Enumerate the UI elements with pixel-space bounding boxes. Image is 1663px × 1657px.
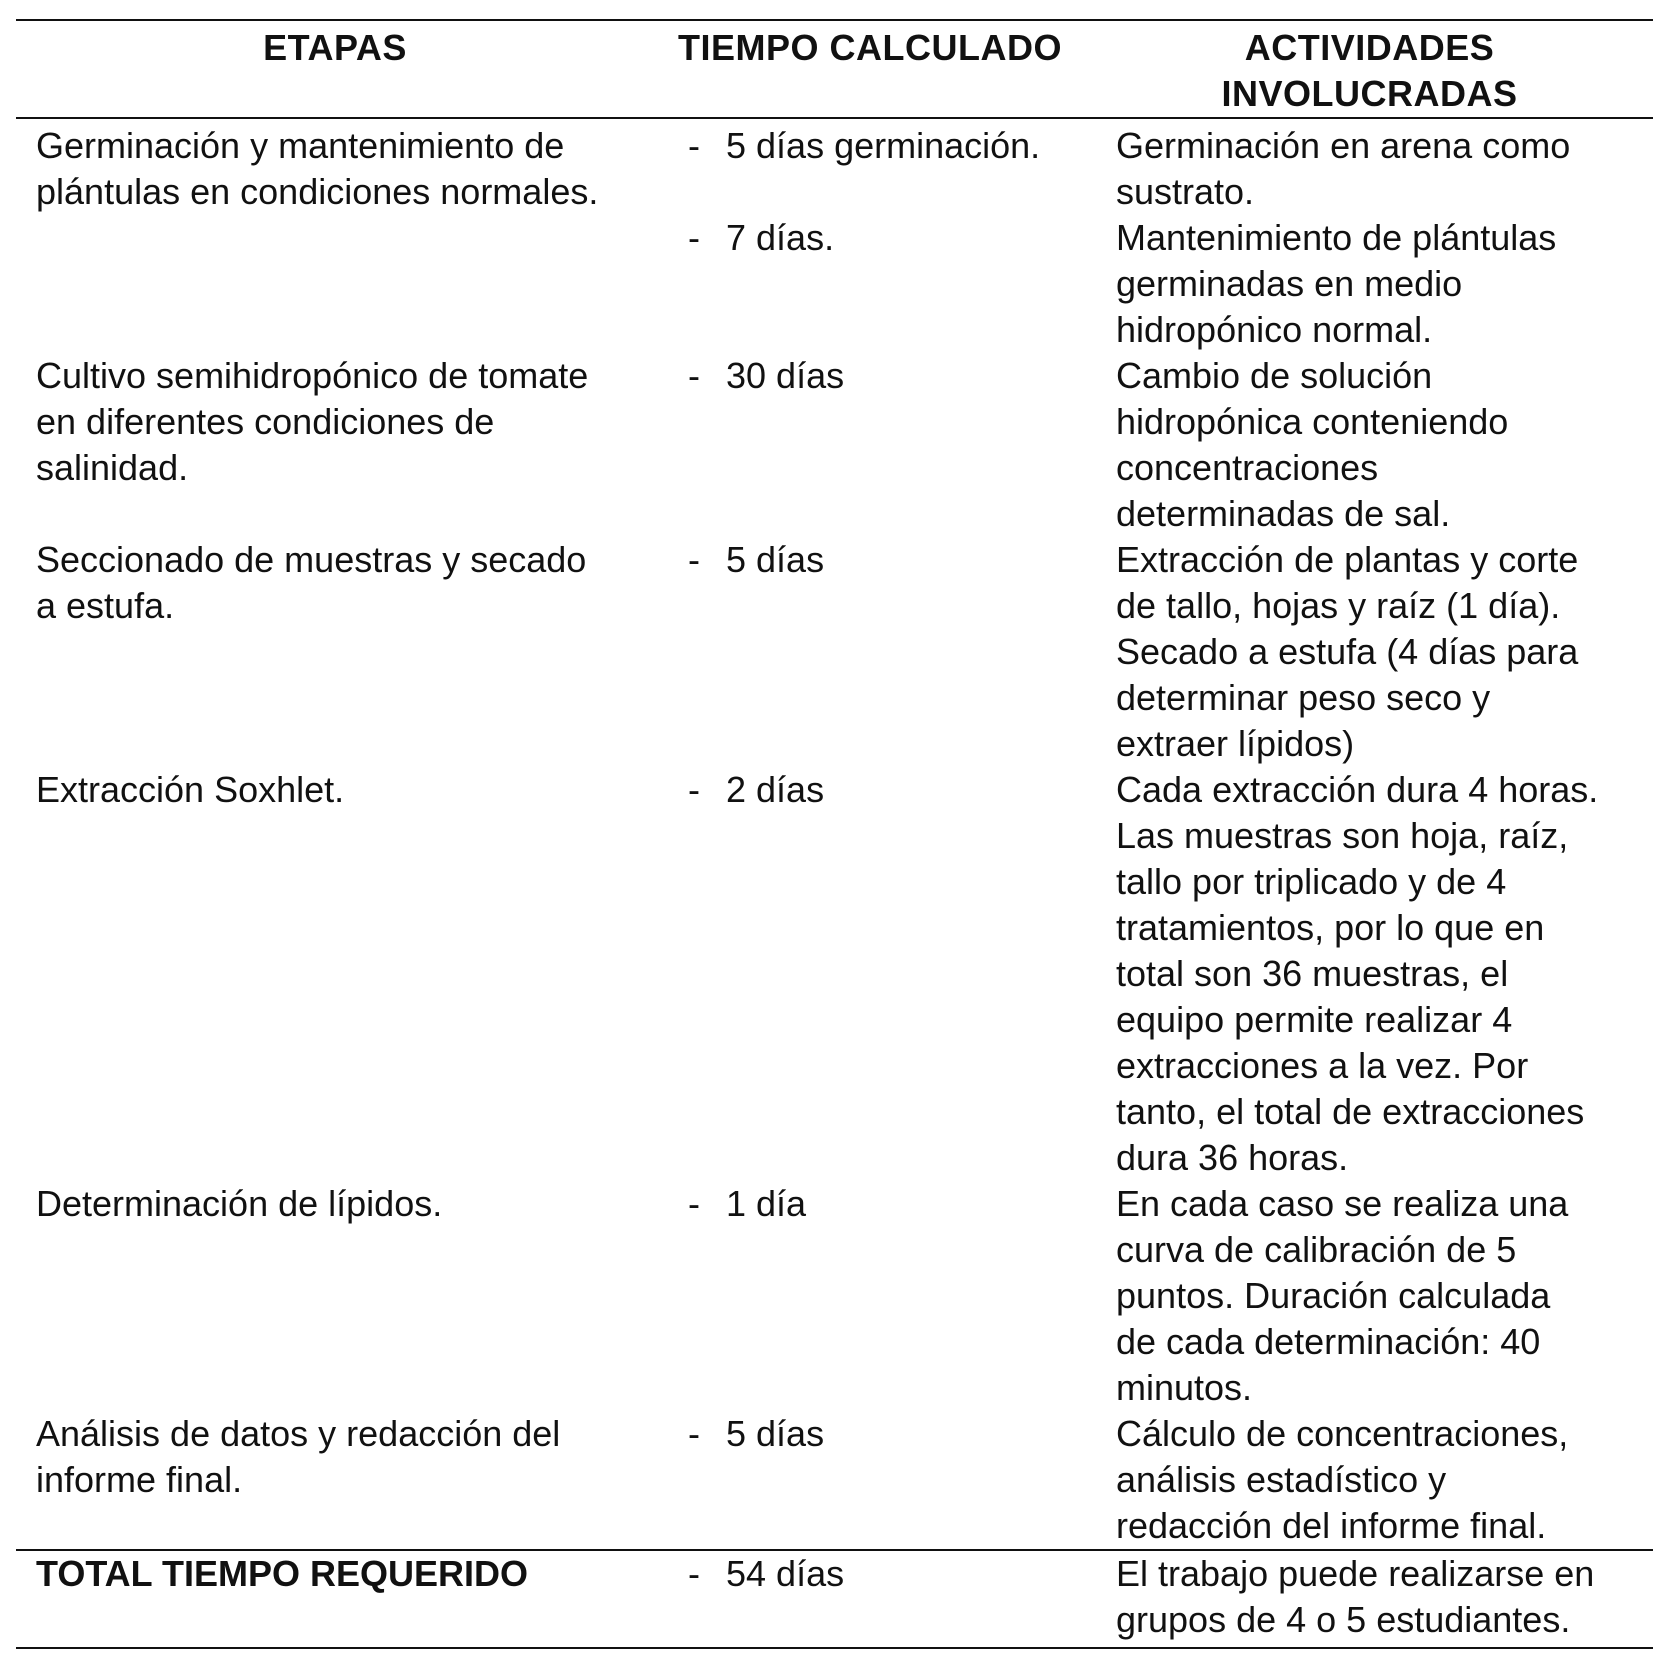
header-row <box>16 20 1653 118</box>
actividad-line: sustrato. <box>1116 171 1255 212</box>
actividades-cell <box>1086 767 1653 1181</box>
dash-bullet: - <box>688 769 700 810</box>
dash-bullet: - <box>688 539 700 580</box>
total-tiempo-cell <box>654 1550 1086 1648</box>
etapa-line: Germinación y mantenimiento de <box>36 125 565 166</box>
tiempo-cell <box>654 353 1086 537</box>
tiempo-value: 5 días <box>726 539 825 580</box>
etapa-line: Cultivo semihidropónico de tomate <box>36 355 589 396</box>
actividad-line: hidropónica conteniendo <box>1116 401 1509 442</box>
actividad-line: hidropónico normal. <box>1116 309 1433 350</box>
actividad-line: extraer lípidos) <box>1116 723 1355 764</box>
actividad-line: tanto, el total de extracciones <box>1116 1091 1585 1132</box>
total-actividad-line: grupos de 4 o 5 estudiantes. <box>1116 1599 1571 1640</box>
etapa-line: informe final. <box>36 1459 243 1500</box>
etapa-line: a estufa. <box>36 585 175 626</box>
etapa-line: Análisis de datos y redacción del <box>36 1413 561 1454</box>
actividad-line: dura 36 horas. <box>1116 1137 1349 1178</box>
actividad-line: Cambio de solución <box>1116 355 1433 396</box>
header-etapas <box>16 20 654 118</box>
tiempo-cell <box>654 1181 1086 1411</box>
actividades-cell <box>1086 1181 1653 1411</box>
etapa-cell <box>16 118 654 353</box>
etapa-cell <box>16 353 654 537</box>
dash-bullet: - <box>688 125 700 166</box>
etapa-line: salinidad. <box>36 447 189 488</box>
actividades-cell <box>1086 118 1653 353</box>
total-label-cell <box>16 1550 654 1648</box>
table-row <box>16 1411 1653 1550</box>
etapa-cell <box>16 767 654 1181</box>
actividad-line: Secado a estufa (4 días para <box>1116 631 1579 672</box>
dash-bullet: - <box>688 1413 700 1454</box>
actividades-cell <box>1086 353 1653 537</box>
etapa-line: plántulas en condiciones normales. <box>36 171 599 212</box>
total-actividades-cell <box>1086 1550 1653 1648</box>
dash-bullet: - <box>688 1553 700 1594</box>
actividad-line: puntos. Duración calculada <box>1116 1275 1551 1316</box>
actividad-line: determinar peso seco y <box>1116 677 1491 718</box>
total-label: TOTAL TIEMPO REQUERIDO <box>36 1553 529 1594</box>
table-row <box>16 767 1653 1181</box>
table-row <box>16 118 1653 353</box>
etapa-line: Determinación de lípidos. <box>36 1183 443 1224</box>
total-actividad-line: El trabajo puede realizarse en <box>1116 1553 1595 1594</box>
actividad-line: total son 36 muestras, el <box>1116 953 1509 994</box>
total-tiempo-value: 54 días <box>726 1553 845 1594</box>
tiempo-cell <box>654 767 1086 1181</box>
table-row <box>16 1181 1653 1411</box>
etapa-cell <box>16 1411 654 1550</box>
actividad-line: Mantenimiento de plántulas <box>1116 217 1557 258</box>
actividad-line: Cada extracción dura 4 horas. <box>1116 769 1599 810</box>
header-etapas-label: ETAPAS <box>263 27 407 68</box>
etapa-line: Seccionado de muestras y secado <box>36 539 587 580</box>
actividades-cell <box>1086 537 1653 767</box>
actividad-line: Germinación en arena como <box>1116 125 1571 166</box>
actividad-line: Cálculo de concentraciones, <box>1116 1413 1569 1454</box>
table-row <box>16 537 1653 767</box>
actividad-line: tallo por triplicado y de 4 <box>1116 861 1507 902</box>
actividad-line: equipo permite realizar 4 <box>1116 999 1513 1040</box>
etapa-line: Extracción Soxhlet. <box>36 769 345 810</box>
actividad-line: redacción del informe final. <box>1116 1505 1547 1546</box>
tiempo-value: 30 días <box>726 355 845 396</box>
actividad-line: concentraciones <box>1116 447 1379 488</box>
actividad-line: de cada determinación: 40 <box>1116 1321 1541 1362</box>
tiempo-value: 7 días. <box>726 217 835 258</box>
actividad-line: análisis estadístico y <box>1116 1459 1447 1500</box>
header-actividades-line2: INVOLUCRADAS <box>1221 73 1518 114</box>
header-tiempo-label: TIEMPO CALCULADO <box>678 27 1062 68</box>
dash-bullet: - <box>688 355 700 396</box>
actividad-line: determinadas de sal. <box>1116 493 1451 534</box>
etapa-cell <box>16 537 654 767</box>
tiempo-cell <box>654 118 1086 353</box>
tiempo-value: 5 días germinación. <box>726 125 1041 166</box>
total-row <box>16 1550 1653 1648</box>
actividad-line: Extracción de plantas y corte <box>1116 539 1579 580</box>
tiempo-value: 2 días <box>726 769 825 810</box>
schedule-table <box>16 19 1653 1649</box>
actividad-line: germinadas en medio <box>1116 263 1463 304</box>
header-actividades <box>1086 20 1653 118</box>
actividades-cell <box>1086 1411 1653 1550</box>
header-tiempo <box>654 20 1086 118</box>
actividad-line: En cada caso se realiza una <box>1116 1183 1569 1224</box>
header-actividades-line1: ACTIVIDADES <box>1244 27 1495 68</box>
tiempo-cell <box>654 1411 1086 1550</box>
etapa-cell <box>16 1181 654 1411</box>
dash-bullet: - <box>688 217 700 258</box>
actividad-line: Las muestras son hoja, raíz, <box>1116 815 1569 856</box>
tiempo-cell <box>654 537 1086 767</box>
actividad-line: tratamientos, por lo que en <box>1116 907 1545 948</box>
actividad-line: minutos. <box>1116 1367 1253 1408</box>
tiempo-value: 5 días <box>726 1413 825 1454</box>
table-row <box>16 353 1653 537</box>
tiempo-value: 1 día <box>726 1183 807 1224</box>
actividad-line: curva de calibración de 5 <box>1116 1229 1517 1270</box>
dash-bullet: - <box>688 1183 700 1224</box>
etapa-line: en diferentes condiciones de <box>36 401 495 442</box>
actividad-line: de tallo, hojas y raíz (1 día). <box>1116 585 1561 626</box>
actividad-line: extracciones a la vez. Por <box>1116 1045 1529 1086</box>
